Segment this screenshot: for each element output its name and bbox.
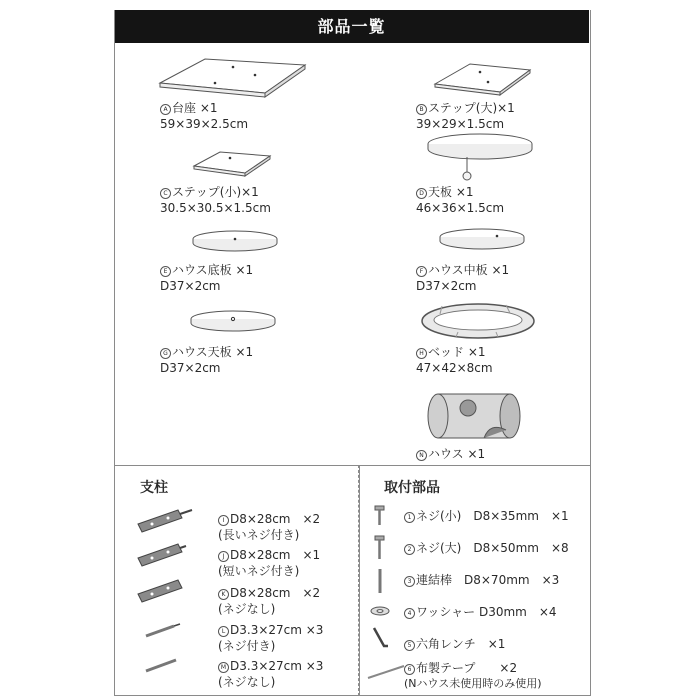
page-title: 部品一覧 — [317, 17, 386, 36]
part-e-label: E ハウス底板 ×1 D37×2cm — [160, 263, 254, 293]
posts-title: 支柱 — [140, 480, 168, 496]
house-top-illustration — [188, 308, 278, 336]
post-k-label: K D8×28cm ×2 (ネジなし) — [218, 586, 321, 616]
hardware-6-label: 6 布製テープ ×2 (Nハウス未使用時のみ使用) — [404, 661, 542, 690]
house-middle-illustration — [437, 226, 527, 254]
hardware-1-label: 1 ネジ(小) D8×35mm ×1 — [404, 508, 569, 524]
post-i-label: I D8×28cm ×2 (長いネジ付き) — [218, 512, 321, 542]
fabric-tape-icon — [366, 664, 406, 680]
part-h-label: H ベッド ×1 47×42×8cm — [416, 345, 493, 375]
large-step-illustration — [430, 60, 535, 100]
screw-small-icon — [373, 505, 387, 527]
post-m-illustration — [142, 655, 182, 675]
house-bottom-illustration — [190, 228, 280, 256]
post-i-illustration — [134, 506, 194, 536]
screw-large-icon — [373, 535, 387, 561]
part-d-label: D 天板 ×1 46×36×1.5cm — [416, 185, 505, 215]
hex-wrench-icon — [370, 626, 390, 652]
hardware-4-label: 4 ワッシャー D30mm ×4 — [404, 604, 557, 620]
bed-illustration — [418, 298, 538, 344]
hardware-5-label: 5 六角レンチ ×1 — [404, 636, 505, 652]
base-board-illustration — [155, 55, 310, 100]
hardware-title: 取付部品 — [384, 480, 440, 496]
washer-icon — [369, 604, 391, 618]
post-m-label: M D3.3×27cm ×3 (ネジなし) — [218, 659, 324, 689]
top-board-illustration — [424, 130, 536, 186]
post-l-label: L D3.3×27cm ×3 (ネジ付き) — [218, 623, 324, 653]
connecting-rod-icon — [374, 568, 386, 594]
post-l-illustration — [142, 620, 182, 640]
part-b-label: B ステップ(大)×1 39×29×1.5cm — [416, 101, 515, 131]
part-n-label: N ハウス ×1 — [416, 446, 485, 462]
house-tunnel-illustration — [424, 386, 524, 446]
post-j-illustration — [134, 540, 194, 570]
part-c-label: C ステップ(小)×1 30.5×30.5×1.5cm — [160, 185, 271, 215]
part-f-label: F ハウス中板 ×1 D37×2cm — [416, 263, 510, 293]
part-g-label: G ハウス天板 ×1 D37×2cm — [160, 345, 254, 375]
part-a-label: A 台座 ×1 59×39×2.5cm — [160, 101, 249, 131]
hardware-3-label: 3 連結棒 D8×70mm ×3 — [404, 572, 559, 588]
hardware-2-label: 2 ネジ(大) D8×50mm ×8 — [404, 540, 569, 556]
small-step-illustration — [190, 148, 275, 180]
post-k-illustration — [134, 576, 194, 606]
section-divider — [114, 465, 590, 466]
post-j-label: J D8×28cm ×1 (短いネジ付き) — [218, 548, 321, 578]
